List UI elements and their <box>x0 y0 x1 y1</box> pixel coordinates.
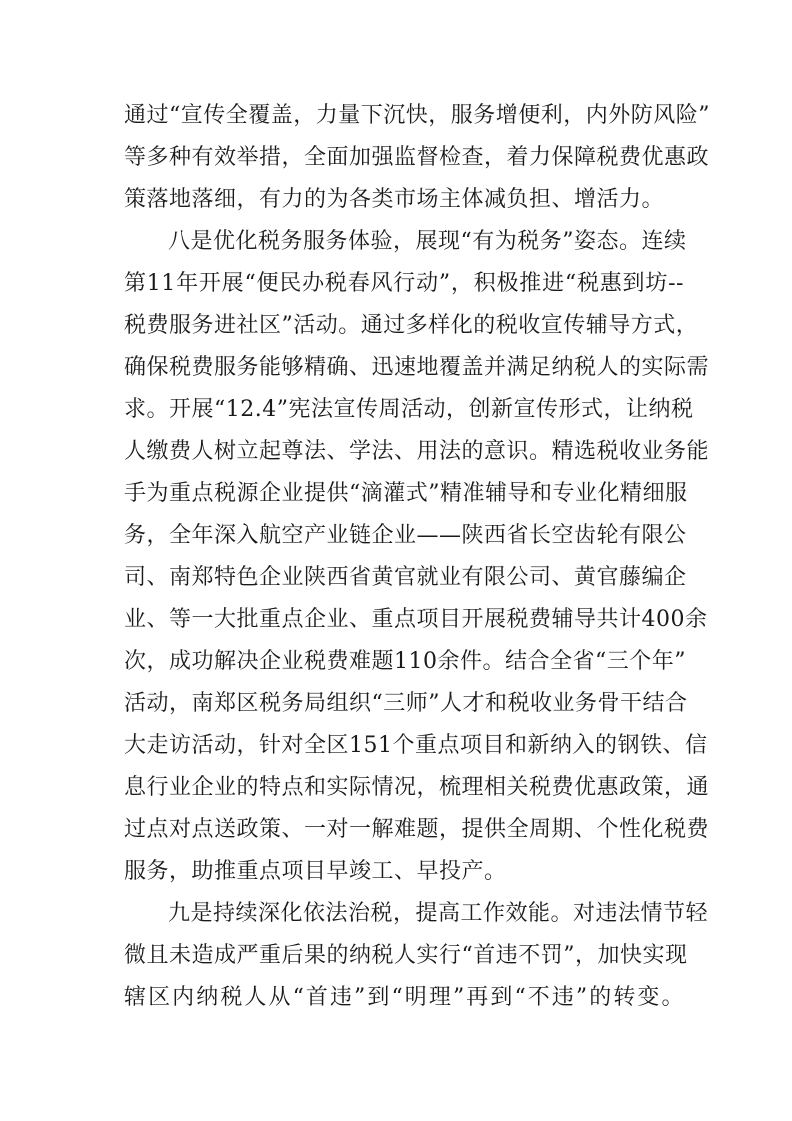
paragraph-8-line-8: 务，全年深入航空产业链企业——陕西省长空齿轮有限公 <box>124 523 687 548</box>
paragraph-9-line-1: 九是持续深化依法治税，提高工作效能。对违法情节轻 <box>168 901 709 926</box>
paragraph-8-line-1: 八是优化税务服务体验，展现“有为税务”姿态。连续 <box>168 229 687 254</box>
paragraph-7-line-1: 通过“宣传全覆盖，力量下沉快，服务增便利，内外防风险” <box>124 103 710 128</box>
paragraph-7-line-2: 等多种有效举措，全面加强监督检查，着力保障税费优惠政 <box>124 145 710 170</box>
paragraph-8-line-15: 过点对点送政策、一对一解难题，提供全周期、个性化税费 <box>124 817 710 842</box>
paragraph-8-line-11: 次，成功解决企业税费难题110余件。结合全省“三个年” <box>124 649 686 674</box>
paragraph-9-line-3: 辖区内纳税人从“首违”到“明理”再到“不违”的转变。 <box>124 985 684 1010</box>
paragraph-8-line-3: 税费服务进社区”活动。通过多样化的税收宣传辅导方式， <box>124 313 699 338</box>
paragraph-8-line-12: 活动，南郑区税务局组织“三师”人才和税收业务骨干结合 <box>124 691 688 716</box>
paragraph-8-line-9: 司、南郑特色企业陕西省黄官就业有限公司、黄官藤编企 <box>124 565 687 590</box>
paragraph-8-line-4: 确保税费服务能够精确、迅速地覆盖并满足纳税人的实际需 <box>124 355 710 380</box>
paragraph-8-line-16: 服务，助推重点项目早竣工、早投产。 <box>124 859 507 884</box>
paragraph-9-line-2: 微且未造成严重后果的纳税人实行“首违不罚”，加快实现 <box>124 943 688 968</box>
paragraph-8-line-6: 人缴费人树立起尊法、学法、用法的意识。精选税收业务能 <box>124 439 710 464</box>
paragraph-8-line-14: 息行业企业的特点和实际情况，梳理相关税费优惠政策，通 <box>124 775 710 800</box>
paragraph-8-line-7: 手为重点税源企业提供“滴灌式”精准辅导和专业化精细服 <box>124 481 688 506</box>
paragraph-8-line-10: 业、等一大批重点企业、重点项目开展税费辅导共计400余 <box>124 607 708 632</box>
paragraph-8-line-13: 大走访活动，针对全区151个重点项目和新纳入的钢铁、信 <box>124 733 708 758</box>
paragraph-8-line-5: 求。开展“12.4”宪法宣传周活动，创新宣传形式，让纳税 <box>124 397 694 422</box>
paragraph-7-line-3: 策落地落细，有力的为各类市场主体减负担、增活力。 <box>124 187 665 212</box>
paragraph-8-line-2: 第11年开展“便民办税春风行动”，积极推进“税惠到坊-- <box>124 271 684 296</box>
